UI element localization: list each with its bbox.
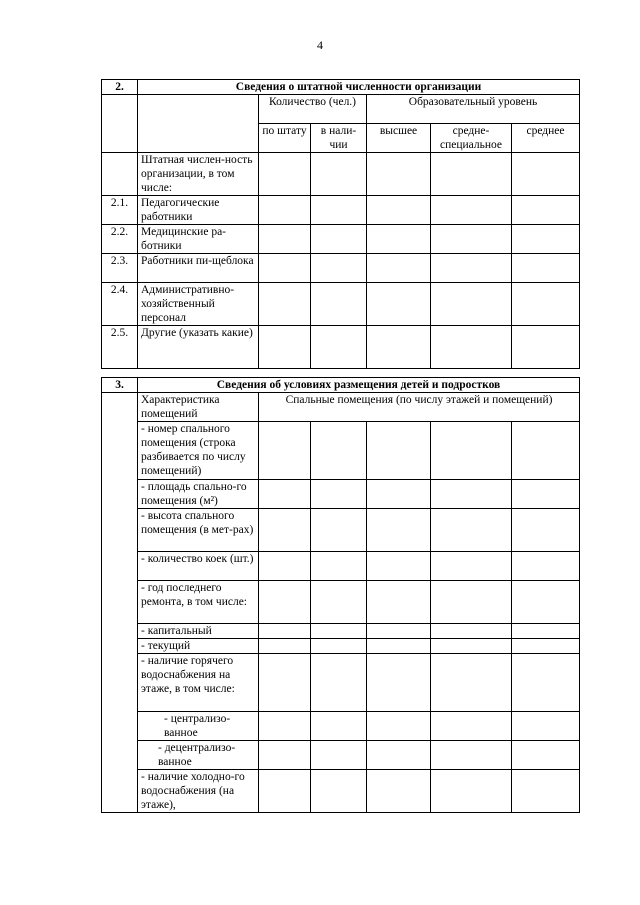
education-header: Образовательный уровень: [367, 95, 580, 124]
section-3-header-row: [102, 378, 580, 393]
staff-row-label: Педагогические работники: [138, 196, 259, 225]
section-2-header-row: [102, 80, 580, 95]
section-number: 2.: [102, 80, 138, 95]
section-title: Сведения о штатной численности организации: [138, 80, 580, 95]
staff-row: 2.3. Работники пи-щеблока: [102, 254, 580, 283]
staff-row-label: Штатная числен-ность организации, в том числе:: [138, 153, 259, 196]
accommodation-row: [102, 422, 580, 480]
accommodation-row-label: - площадь спально-го помещения (м²): [138, 480, 259, 509]
form-table: [101, 79, 580, 813]
accommodation-row-label: - количество коек (шт.): [138, 552, 259, 581]
characteristic-header: Характеристика помещений: [138, 393, 259, 422]
accommodation-row-label: - год последнего ремонта, в том числе:: [138, 581, 259, 624]
staff-row: [102, 153, 580, 196]
by-staff-header: по штату: [259, 124, 311, 153]
section-spacer: [102, 369, 580, 378]
staff-row-label: Другие (указать какие): [138, 326, 259, 369]
accommodation-row: [102, 624, 580, 639]
accommodation-row: [102, 639, 580, 654]
column-group-row: [102, 95, 580, 124]
accommodation-row: [102, 509, 580, 552]
staff-row: 2.4. Административно-хозяйственный персонал: [102, 283, 580, 326]
accommodation-row-label: - наличие холодно-го водоснабжения (на этаже),: [138, 770, 259, 813]
accommodation-row-label: - наличие горячего водоснабжения на этаже, в том числе:: [138, 654, 259, 712]
page-number: 4: [317, 38, 323, 52]
accommodation-row: [102, 741, 580, 770]
actual-header: в нали-чии: [311, 124, 367, 153]
secondary-header: среднее: [512, 124, 580, 153]
staff-row: 2.2. Медицинские ра-ботники: [102, 225, 580, 254]
section-title: Сведения об условиях размещения детей и подростков: [138, 378, 580, 393]
accommodation-row: [102, 770, 580, 813]
accommodation-row-label: - высота спального помещения (в мет-рах): [138, 509, 259, 552]
staff-row-label: Административно-хозяйственный персонал: [138, 283, 259, 326]
staff-row: 2.5. Другие (указать какие): [102, 326, 580, 369]
accommodation-header-row: [102, 393, 580, 422]
higher-header: высшее: [367, 124, 431, 153]
accommodation-row: [102, 654, 580, 712]
accommodation-row: [102, 581, 580, 624]
accommodation-row-label: - текущий: [138, 639, 259, 654]
section-number: 3.: [102, 378, 138, 393]
quantity-header: Количество (чел.): [259, 95, 367, 124]
accommodation-row-label: - капитальный: [138, 624, 259, 639]
staff-row-label: Медицинские ра-ботники: [138, 225, 259, 254]
staff-row-label: Работники пи-щеблока: [138, 254, 259, 283]
accommodation-row: [102, 712, 580, 741]
accommodation-row-label: - централизо-ванное: [138, 712, 259, 741]
specialized-header: средне-специальное: [431, 124, 512, 153]
bedrooms-header: Спальные помещения (по числу этажей и помещений): [259, 393, 580, 422]
accommodation-row-label: - номер спального помещения (строка разбивается по числу помещений): [138, 422, 259, 480]
staff-row: 2.1. Педагогические работники: [102, 196, 580, 225]
accommodation-row-label: - децентрализо-ванное: [138, 741, 259, 770]
accommodation-row: [102, 552, 580, 581]
accommodation-row: [102, 480, 580, 509]
